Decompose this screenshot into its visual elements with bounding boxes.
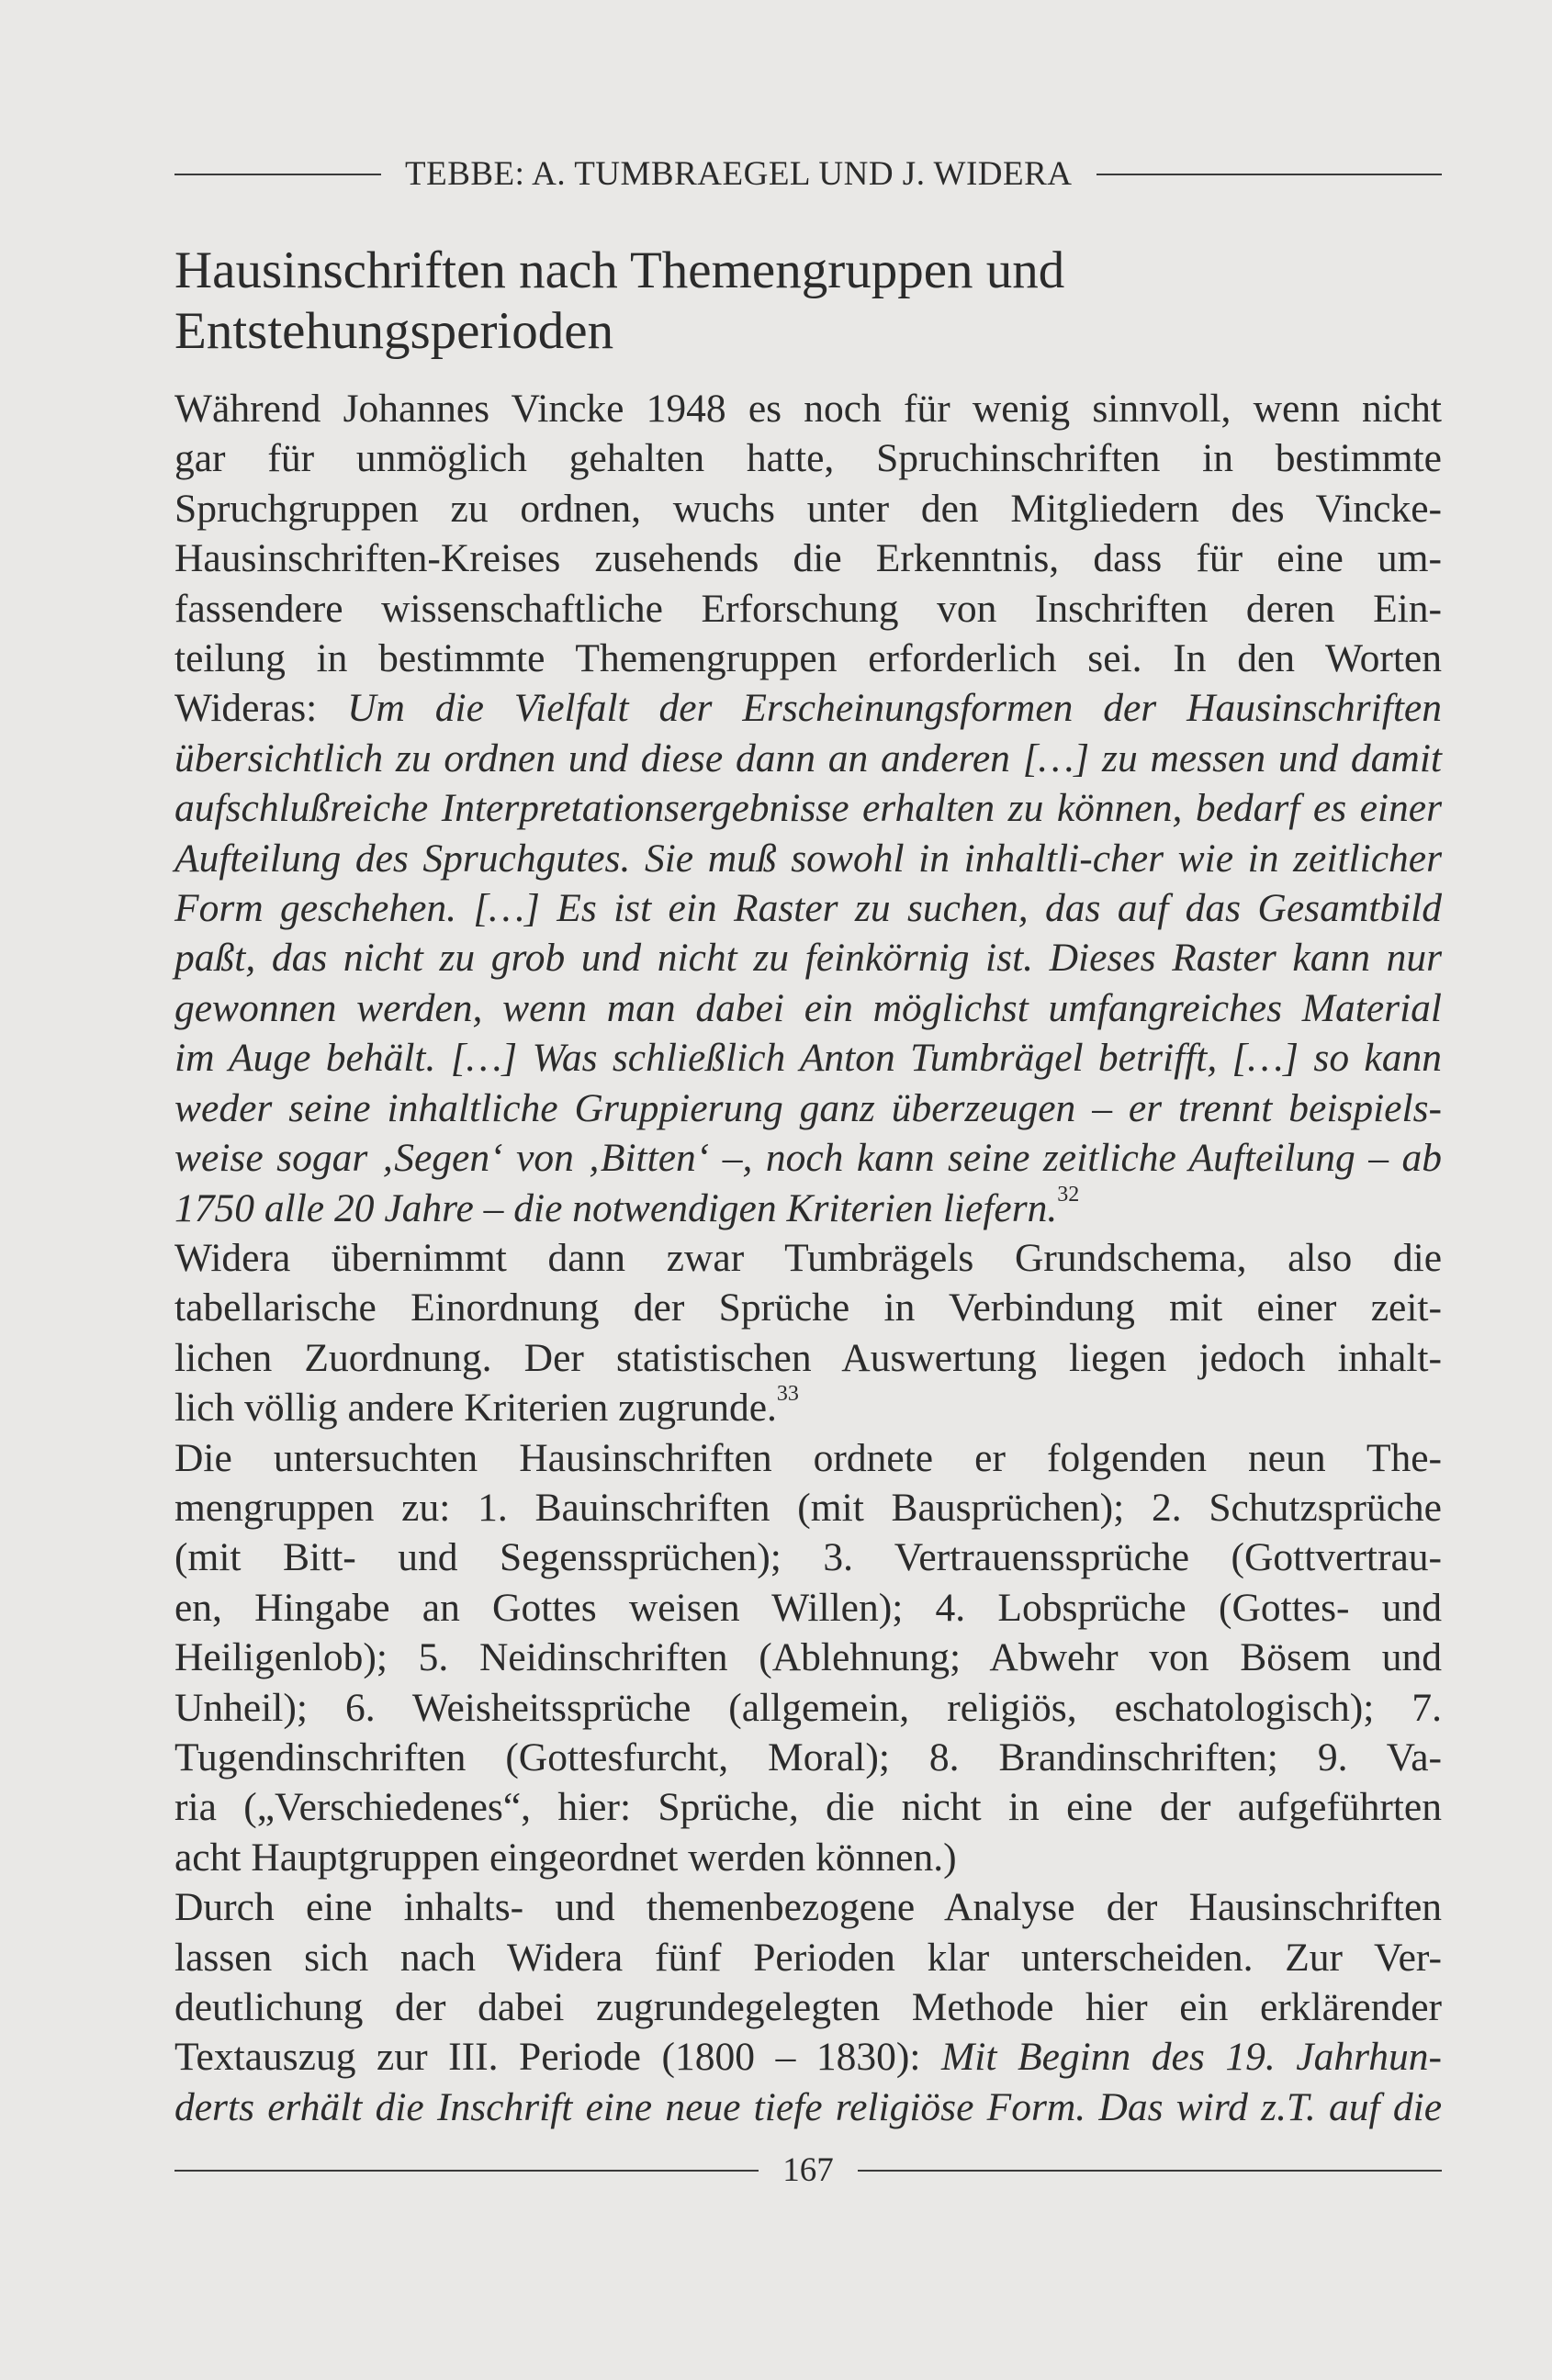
text-line <box>174 2032 1442 2082</box>
running-title: TEBBE: A. TUMBRAEGEL UND J. WIDERA <box>405 155 1073 193</box>
text-line: Spruchgruppen zu ordnen, wuchs unter den Mitgliedern des Vincke- <box>174 486 1442 531</box>
quote-line: weise sogar ‚Segen‘ von ‚Bitten‘ –, noch kann seine zeitliche Aufteilung – ab <box>174 1136 1442 1181</box>
page-footer <box>174 2150 1442 2190</box>
quote-line: aufschlußreiche Interpretationsergebnisse erhalten zu können, bedarf es einer <box>174 786 1442 831</box>
page-number: 167 <box>782 2151 834 2189</box>
text-line: Während Johannes Vincke 1948 es noch für wenig sinnvoll, wenn nicht <box>174 387 1442 431</box>
text-line: deutlichung der dabei zugrundegelegten Methode hier ein erklärender <box>174 1985 1442 2029</box>
section-heading-line-2: Entstehungsperioden <box>174 302 614 360</box>
text-line: teilung in bestimmte Themengruppen erforderlich sei. In den Worten <box>174 636 1442 681</box>
quote-line: Aufteilung des Spruchgutes. Sie muß sowohl in inhaltli-cher wie in zeitlicher <box>174 836 1442 881</box>
text-line: Die untersuchten Hausinschriften ordnete er folgenden neun The- <box>174 1435 1442 1480</box>
text-line: en, Hingabe an Gottes weisen Willen); 4. Lobsprüche (Gottes- und <box>174 1585 1442 1630</box>
quote-line: Form geschehen. […] Es ist ein Raster zu suchen, das auf das Gesamtbild <box>174 886 1442 931</box>
body-text <box>174 384 1442 2132</box>
text-line: mengruppen zu: 1. Bauinschriften (mit Bausprüchen); 2. Schutzsprüche <box>174 1485 1442 1530</box>
text-run: Wideras: <box>174 686 348 731</box>
footnote-ref-33[interactable]: 33 <box>776 1382 799 1407</box>
text-line: Tugendinschriften (Gottesfurcht, Moral); 8. Brandinschriften; 9. Va- <box>174 1734 1442 1779</box>
text-line: Hausinschriften-Kreises zusehends die Erkenntnis, dass für eine um- <box>174 536 1442 581</box>
text-line <box>174 1383 1442 1432</box>
text-line: ria („Verschiedenes“, hier: Sprüche, die nicht in eine der aufgeführten <box>174 1785 1442 1830</box>
quote-line: derts erhält die Inschrift eine neue tiefe religiöse Form. Das wird z.T. auf die <box>174 2084 1442 2129</box>
text-line: Heiligenlob); 5. Neidinschriften (Ablehnung; Abwehr von Bösem und <box>174 1635 1442 1680</box>
quote-run: Um die Vielfalt der Erscheinungsformen der Hausinschriften <box>347 686 1442 731</box>
text-line: fassendere wissenschaftliche Erforschung von Inschriften deren Ein- <box>174 586 1442 631</box>
quote-line: weder seine inhaltliche Gruppierung ganz überzeugen – er trennt beispiels- <box>174 1085 1442 1130</box>
text-line: lassen sich nach Widera fünf Perioden klar unterscheiden. Zur Ver- <box>174 1935 1442 1980</box>
quote-line: im Auge behält. […] Was schließlich Anton Tumbrägel betrifft, […] so kann <box>174 1036 1442 1081</box>
quote-line: übersichtlich zu ordnen und diese dann an anderen […] zu messen und damit <box>174 735 1442 780</box>
text-line: acht Hauptgruppen eingeordnet werden können.) <box>174 1835 957 1880</box>
text-line: lichen Zuordnung. Der statistischen Auswertung liegen jedoch inhalt- <box>174 1335 1442 1380</box>
text-line: (mit Bitt- und Segenssprüchen); 3. Vertrauenssprüche (Gottvertrau- <box>174 1535 1442 1580</box>
header-rule-right <box>1097 174 1442 175</box>
section-heading-line-1: Hausinschriften nach Themengruppen und <box>174 241 1065 299</box>
quote-line <box>174 1184 1442 1233</box>
footnote-ref-32[interactable]: 32 <box>1057 1182 1080 1207</box>
text-line: Widera übernimmt dann zwar Tumbrägels Grundschema, also die <box>174 1235 1442 1280</box>
text-line <box>174 683 1442 733</box>
footer-rule-left <box>174 2170 759 2172</box>
quote-line: paßt, das nicht zu grob und nicht zu feinkörnig ist. Dieses Raster kann nur <box>174 936 1442 981</box>
text-line: tabellarische Einordnung der Sprüche in Verbindung mit einer zeit- <box>174 1285 1442 1330</box>
text-line: Durch eine inhalts- und themenbezogene Analyse der Hausinschriften <box>174 1885 1442 1930</box>
quote-run: 1750 alle 20 Jahre – die notwendigen Kriterien liefern. <box>174 1185 1058 1230</box>
running-header <box>174 154 1442 194</box>
section-heading <box>174 241 1442 362</box>
header-rule-left <box>174 174 381 175</box>
text-run: Textauszug zur III. Periode (1800 – 1830): <box>174 2035 942 2080</box>
quote-line: gewonnen werden, wenn man dabei ein möglichst umfangreiches Material <box>174 985 1442 1030</box>
text-line: Unheil); 6. Weisheitssprüche (allgemein, religiös, eschatologisch); 7. <box>174 1685 1442 1730</box>
text-run: lich völlig andere Kriterien zugrunde. <box>174 1386 777 1431</box>
quote-run: Mit Beginn des 19. Jahrhun- <box>941 2035 1442 2080</box>
footer-rule-right <box>858 2170 1442 2172</box>
text-line: gar für unmöglich gehalten hatte, Spruchinschriften in bestimmte <box>174 436 1442 481</box>
